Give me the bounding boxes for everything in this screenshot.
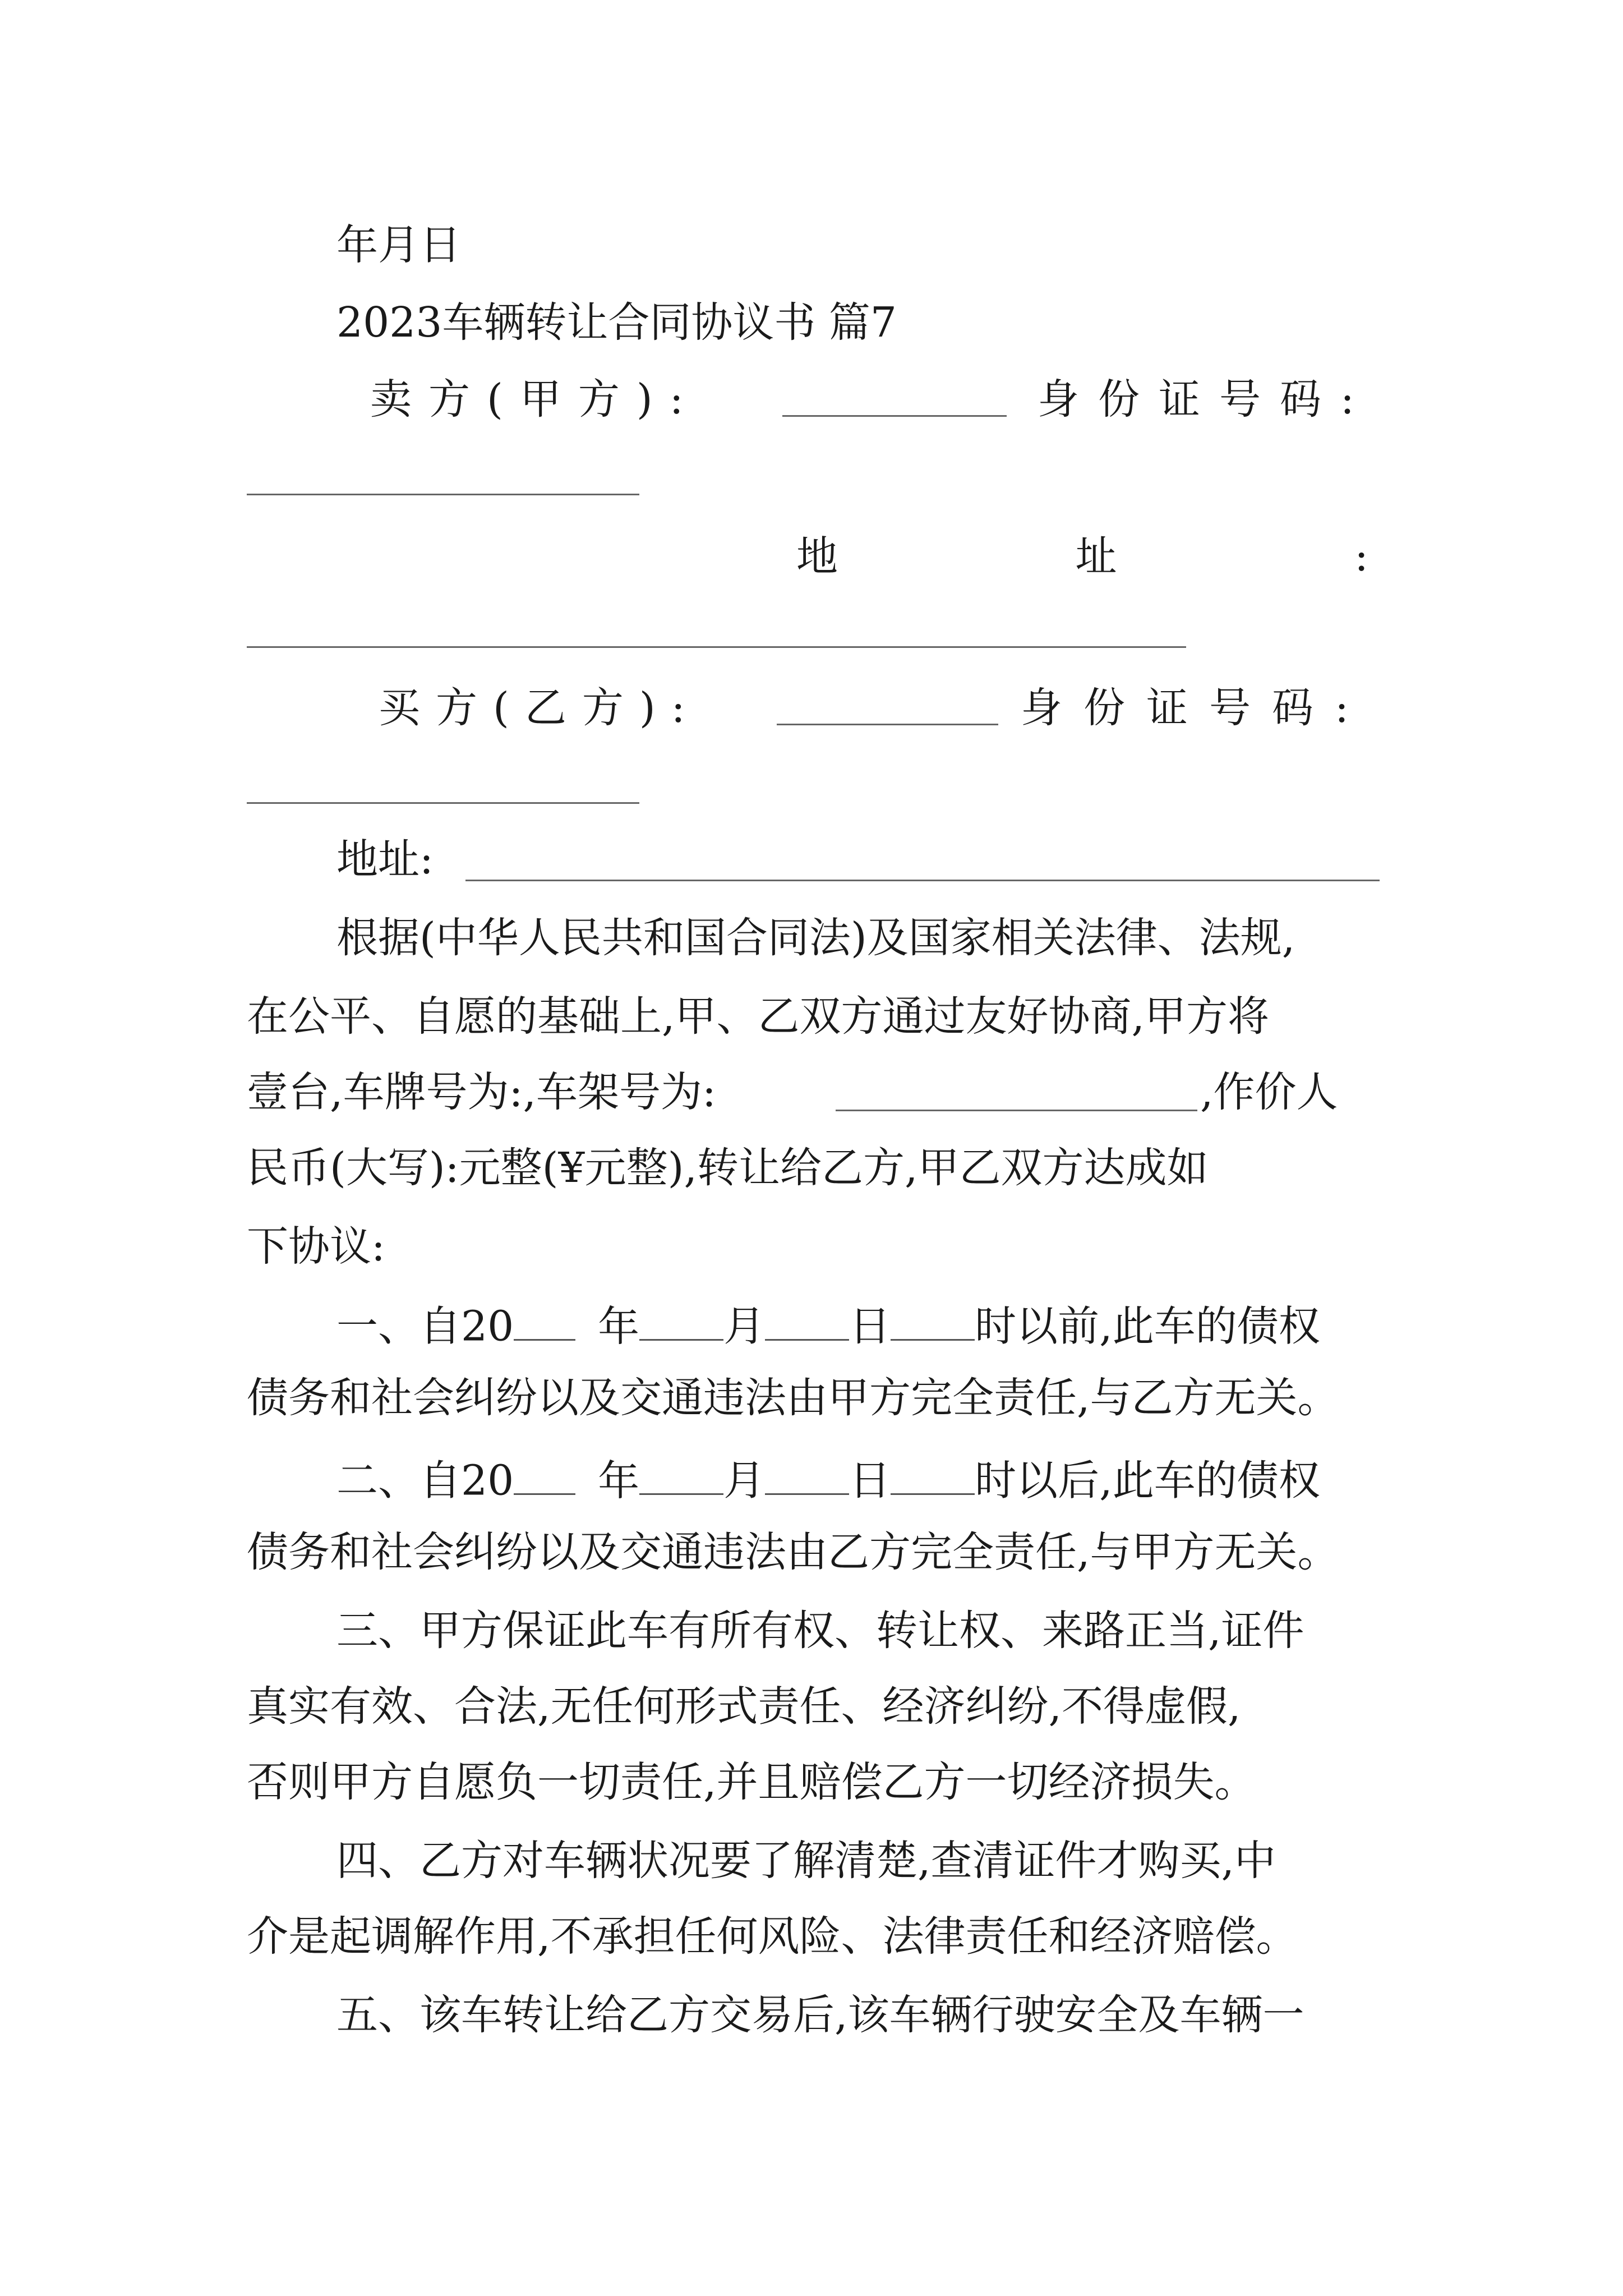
clause-4-line-1: 四、乙方对车辆状况要了解清楚,查清证件才购买,中 [336, 1837, 1276, 1885]
buyer-address-label: 地址: [336, 835, 434, 884]
clause-1-day: 日 [849, 1302, 891, 1351]
clause-2-year: 年 [598, 1456, 640, 1505]
clause-2-prefix: 二、自20 [336, 1456, 514, 1505]
seller-label: 卖方(甲方): [370, 375, 700, 424]
clause-3-line-2: 真实有效、合法,无任何形式责任、经济纠纷,不得虚假, [247, 1682, 1241, 1731]
clause-1-line-2: 债务和社会纠纷以及交通违法由甲方完全责任,与乙方无关。 [247, 1374, 1339, 1422]
clause-1-year-blank [514, 1301, 575, 1341]
intro-line-3b: ,作价人 [1200, 1068, 1338, 1116]
buyer-address-blank [465, 880, 1380, 881]
date-line: 年月日 [336, 221, 461, 269]
clause-3-line-3: 否则甲方自愿负一切责任,并且赔偿乙方一切经济损失。 [247, 1758, 1256, 1806]
clause-1-prefix: 一、自20 [336, 1302, 514, 1351]
intro-line-2: 在公平、自愿的基础上,甲、乙双方通过友好协商,甲方将 [247, 992, 1270, 1041]
buyer-id-label: 身份证号码: [1021, 684, 1370, 732]
clause-1-suffix: 时以前,此车的债权 [975, 1302, 1320, 1351]
seller-name-blank [782, 415, 1007, 417]
seller-id-blank [247, 494, 639, 495]
intro-line-3a: 壹台,车牌号为:,车架号为: [247, 1068, 716, 1116]
clause-2-day-blank [765, 1456, 849, 1495]
clause-4-line-2: 介是起调解作用,不承担任何风险、法律责任和经济赔偿。 [247, 1912, 1298, 1961]
clause-3-line-1: 三、甲方保证此车有所有权、转让权、来路正当,证件 [336, 1607, 1304, 1655]
clause-2-hour-blank [891, 1456, 975, 1495]
clause-1-month-blank [639, 1301, 723, 1341]
clause-1-month: 月 [723, 1302, 766, 1351]
seller-address-char-1: 地 [796, 532, 838, 581]
clause-2-suffix: 时以后,此车的债权 [975, 1456, 1320, 1505]
clause-2-line-2: 债务和社会纠纷以及交通违法由乙方完全责任,与甲方无关。 [247, 1528, 1339, 1576]
clause-2-month-blank [639, 1456, 723, 1495]
clause-5-line-1: 五、该车转让给乙方交易后,该车辆行驶安全及车辆一 [336, 1991, 1304, 2039]
intro-line-1: 根据(中华人民共和国合同法)及国家相关法律、法规, [336, 914, 1295, 962]
clause-1-hour-blank [891, 1301, 975, 1341]
clause-2-year-blank [514, 1456, 575, 1495]
document-title: 2023车辆转让合同协议书 篇7 [336, 298, 897, 347]
buyer-name-blank [777, 724, 998, 725]
seller-id-label: 身份证号码: [1038, 375, 1373, 424]
clause-2-day: 日 [849, 1456, 891, 1505]
clause-2-month: 月 [723, 1456, 766, 1505]
seller-address-char-2: 址 [1075, 532, 1117, 581]
clause-1-day-blank [765, 1301, 849, 1341]
clause-1-line-1 [336, 1301, 1320, 1351]
intro-line-5: 下协议: [247, 1222, 385, 1271]
buyer-id-blank [247, 802, 639, 804]
seller-address-colon: : [1354, 532, 1368, 581]
seller-address-row [796, 532, 1368, 581]
clause-1-year: 年 [598, 1302, 640, 1351]
seller-address-blank [247, 646, 1186, 648]
buyer-label: 买方(乙方): [379, 684, 701, 732]
vin-blank [836, 1110, 1197, 1111]
intro-line-4: 民币(大写):元整(¥元整),转让给乙方,甲乙双方达成如 [247, 1144, 1209, 1192]
clause-2-line-1 [336, 1456, 1320, 1505]
